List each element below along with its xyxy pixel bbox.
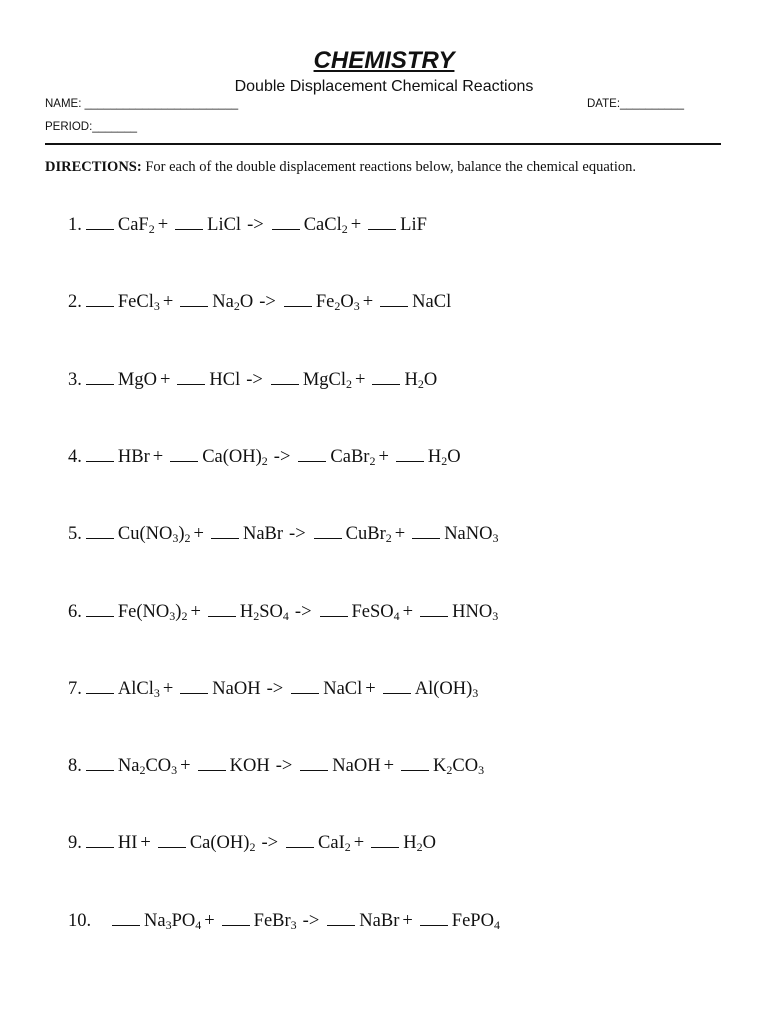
reaction-arrow: -> [275,756,293,777]
formula-text: ) [175,601,182,622]
reactant-formula [254,911,297,931]
page-title: CHEMISTRY [313,47,455,74]
reactant-formula [118,292,160,312]
subscript: 2 [261,453,268,468]
reaction-arrow: -> [273,446,291,467]
coefficient-blank[interactable] [208,615,236,617]
problem-number: 1. [68,215,82,235]
formula-text: Ca(OH) [202,446,262,467]
plus-sign: + [204,910,215,931]
reactant-formula [118,833,138,853]
problem-number: 10. [68,910,92,931]
subscript: 2 [249,840,256,855]
plus-sign: + [394,524,406,545]
reactant-formula [118,447,150,467]
coefficient-blank[interactable] [271,383,299,385]
equation-row [68,679,478,700]
equation-row [68,215,427,236]
formula-text: Cu(NO [117,524,173,545]
coefficient-blank[interactable] [180,692,208,694]
formula-text: CaI [318,833,345,854]
coefficient-blank[interactable] [420,615,448,617]
coefficient-blank[interactable] [86,846,114,848]
formula-text: CO [145,756,172,777]
reaction-arrow: -> [261,833,279,854]
equation-row [68,833,436,854]
header-divider [45,143,721,145]
plus-sign: + [350,215,362,235]
problem-number: 9. [68,833,82,854]
reaction-arrow: -> [247,215,264,235]
formula-text: O [422,833,436,854]
directions-label: DIRECTIONS: [45,159,142,175]
reactant-formula [230,756,270,776]
formula-text: ) [178,524,185,545]
subscript: 2 [181,608,188,623]
product-formula [403,833,436,853]
coefficient-blank[interactable] [175,228,203,230]
formula-text: LiCl [207,215,242,235]
plus-sign: + [402,910,413,931]
product-formula [304,215,348,235]
coefficient-blank[interactable] [383,692,411,694]
formula-text: NaCl [323,678,363,699]
reaction-arrow: -> [259,292,276,313]
page-subtitle: Double Displacement Chemical Reactions [234,78,534,95]
plus-sign: + [190,601,201,622]
product-formula [452,911,500,931]
formula-text: Na [212,292,234,313]
coefficient-blank[interactable] [170,460,198,462]
plus-sign: + [162,292,174,313]
formula-text: H [404,369,418,390]
subscript: 3 [165,917,172,932]
product-formula [400,215,427,235]
formula-text: CaCl [303,215,342,235]
formula-text: O [340,292,354,313]
formula-text: HBr [117,446,150,467]
subscript: 2 [233,299,240,314]
problem-number: 2. [68,292,82,313]
subscript: 3 [169,608,176,623]
product-formula [332,756,380,776]
product-formula [404,370,437,390]
product-formula [330,447,375,467]
reactant-formula [209,370,240,390]
formula-text: O [239,292,254,313]
subscript: 3 [472,685,479,700]
subscript: 2 [139,763,146,778]
coefficient-blank[interactable] [86,537,114,539]
coefficient-blank[interactable] [420,924,448,926]
formula-text: FeBr [253,910,291,931]
coefficient-blank[interactable] [177,383,205,385]
formula-text: NaBr [359,910,400,931]
formula-text: H [403,833,417,854]
subscript: 3 [353,299,360,314]
problem-number: 3. [68,369,82,390]
formula-text: O [447,446,461,467]
coefficient-blank[interactable] [412,537,440,539]
product-formula [452,602,498,622]
subscript: 2 [341,222,348,236]
product-formula [359,911,399,931]
reactant-formula [118,524,191,544]
subscript: 3 [153,299,160,314]
subscript: 4 [393,608,400,623]
equation-row [68,447,461,468]
formula-text: Al(OH) [414,678,473,699]
subscript: 2 [416,840,423,855]
reaction-arrow: -> [302,910,320,931]
formula-text: O [423,369,438,390]
product-formula [415,679,479,699]
formula-text: CuBr [345,524,386,545]
period-field: PERIOD:_______ [45,121,138,133]
formula-text: Fe(NO [117,601,170,622]
coefficient-blank[interactable] [284,305,312,307]
coefficient-blank[interactable] [327,924,355,926]
formula-text: NaOH [212,678,261,699]
product-formula [316,292,360,312]
reactant-formula [240,602,289,622]
plus-sign: + [402,601,414,622]
problem-number: 7. [68,678,82,699]
subscript: 2 [148,222,155,236]
formula-text: Na [117,756,140,777]
formula-text: FeCl [117,292,154,313]
product-formula [303,370,352,390]
formula-text: CaBr [330,446,370,467]
reactant-formula [212,679,260,699]
reactant-formula [190,833,256,853]
coefficient-blank[interactable] [272,228,300,230]
formula-text: HI [117,833,138,854]
problem-number: 6. [68,601,82,622]
reaction-arrow: -> [294,601,312,622]
problem-number: 8. [68,756,82,777]
formula-text: Ca(OH) [189,833,250,854]
subscript: 2 [441,453,448,468]
subscript: 2 [184,531,191,546]
subscript: 2 [417,376,424,391]
reaction-arrow: -> [289,524,306,545]
formula-text: HCl [209,369,241,390]
formula-text: NaOH [332,756,381,777]
subscript: 4 [493,917,500,932]
coefficient-blank[interactable] [401,769,429,771]
reactant-formula [202,447,268,467]
equation-row [68,370,437,391]
subscript: 2 [334,299,341,314]
coefficient-blank[interactable] [286,846,314,848]
subscript: 2 [253,608,260,623]
coefficient-blank[interactable] [86,383,114,385]
subscript: 3 [492,608,499,623]
coefficient-blank[interactable] [320,615,348,617]
formula-text: NaCl [412,292,452,313]
coefficient-blank[interactable] [222,924,250,926]
plus-sign: + [193,524,204,545]
subscript: 4 [282,608,289,623]
formula-text: LiF [400,215,427,235]
formula-text: MgO [117,369,157,390]
coefficient-blank[interactable] [198,769,226,771]
coefficient-blank[interactable] [380,305,408,307]
formula-text: K [433,756,447,777]
plus-sign: + [157,215,169,235]
formula-text: FePO [451,910,494,931]
name-field: NAME: ________________________ [45,98,239,110]
equation-row [68,524,498,545]
subscript: 3 [153,685,160,700]
problem-number: 4. [68,446,82,467]
formula-text: NaBr [242,524,284,545]
formula-text: HNO [452,601,493,622]
coefficient-blank[interactable] [86,228,114,230]
formula-text: PO [171,910,196,931]
formula-text: H [427,446,442,467]
product-formula [352,602,400,622]
coefficient-blank[interactable] [396,460,424,462]
equation-row [68,911,500,932]
product-formula [346,524,392,544]
reactant-formula [144,911,201,931]
subscript: 4 [195,917,202,932]
subscript: 3 [171,763,178,778]
plus-sign: + [355,369,366,390]
reaction-arrow: -> [266,678,284,699]
reactant-formula [118,756,177,776]
subscript: 2 [346,376,353,391]
formula-text: Fe [315,292,335,313]
formula-text: MgCl [302,369,347,390]
plus-sign: + [162,678,174,699]
plus-sign: + [159,369,171,390]
equation-row [68,756,484,777]
plus-sign: + [152,446,164,467]
subscript: 2 [385,531,392,546]
reaction-arrow: -> [246,369,263,390]
reactant-formula [118,602,188,622]
formula-text: SO [259,601,283,622]
product-formula [323,679,362,699]
plus-sign: + [383,756,395,777]
subscript: 2 [344,840,351,855]
reactant-formula [207,215,241,235]
subscript: 3 [172,531,179,546]
reactant-formula [243,524,283,544]
reactant-formula [212,292,253,312]
coefficient-blank[interactable] [371,846,399,848]
subscript: 2 [446,763,453,778]
coefficient-blank[interactable] [86,769,114,771]
subscript: 3 [492,531,499,546]
product-formula [412,292,451,312]
coefficient-blank[interactable] [298,460,326,462]
coefficient-blank[interactable] [86,692,114,694]
coefficient-blank[interactable] [158,846,186,848]
plus-sign: + [365,678,376,699]
formula-text: KOH [229,756,270,777]
coefficient-blank[interactable] [300,769,328,771]
coefficient-blank[interactable] [180,305,208,307]
formula-text: FeSO [351,601,394,622]
subscript: 3 [478,763,485,778]
formula-text: H [239,601,254,622]
coefficient-blank[interactable] [372,383,400,385]
plus-sign: + [353,833,365,854]
formula-text: AlCl [117,678,154,699]
coefficient-blank[interactable] [314,537,342,539]
formula-text: Na [144,910,166,931]
directions-text [45,159,745,176]
plus-sign: + [140,833,151,854]
reactant-formula [118,215,155,235]
reactant-formula [118,679,160,699]
plus-sign: + [378,446,389,467]
subscript: 3 [290,917,297,932]
product-formula [318,833,351,853]
directions-body: For each of the double displacement reactions below, balance the chemical equation. [141,159,636,175]
coefficient-blank[interactable] [211,537,239,539]
equation-row [68,292,451,313]
coefficient-blank[interactable] [86,615,114,617]
product-formula [428,447,461,467]
coefficient-blank[interactable] [368,228,396,230]
coefficient-blank[interactable] [86,305,114,307]
equation-row [68,602,498,623]
problem-number: 5. [68,524,82,545]
plus-sign: + [180,756,191,777]
coefficient-blank[interactable] [112,924,140,926]
plus-sign: + [362,292,374,313]
product-formula [433,756,484,776]
formula-text: NaNO [444,524,493,545]
formula-text: CO [452,756,479,777]
date-field: DATE:__________ [587,98,684,110]
coefficient-blank[interactable] [86,460,114,462]
coefficient-blank[interactable] [291,692,319,694]
formula-text: CaF [117,215,149,235]
product-formula [444,524,498,544]
subscript: 2 [369,453,376,468]
reactant-formula [118,370,157,390]
